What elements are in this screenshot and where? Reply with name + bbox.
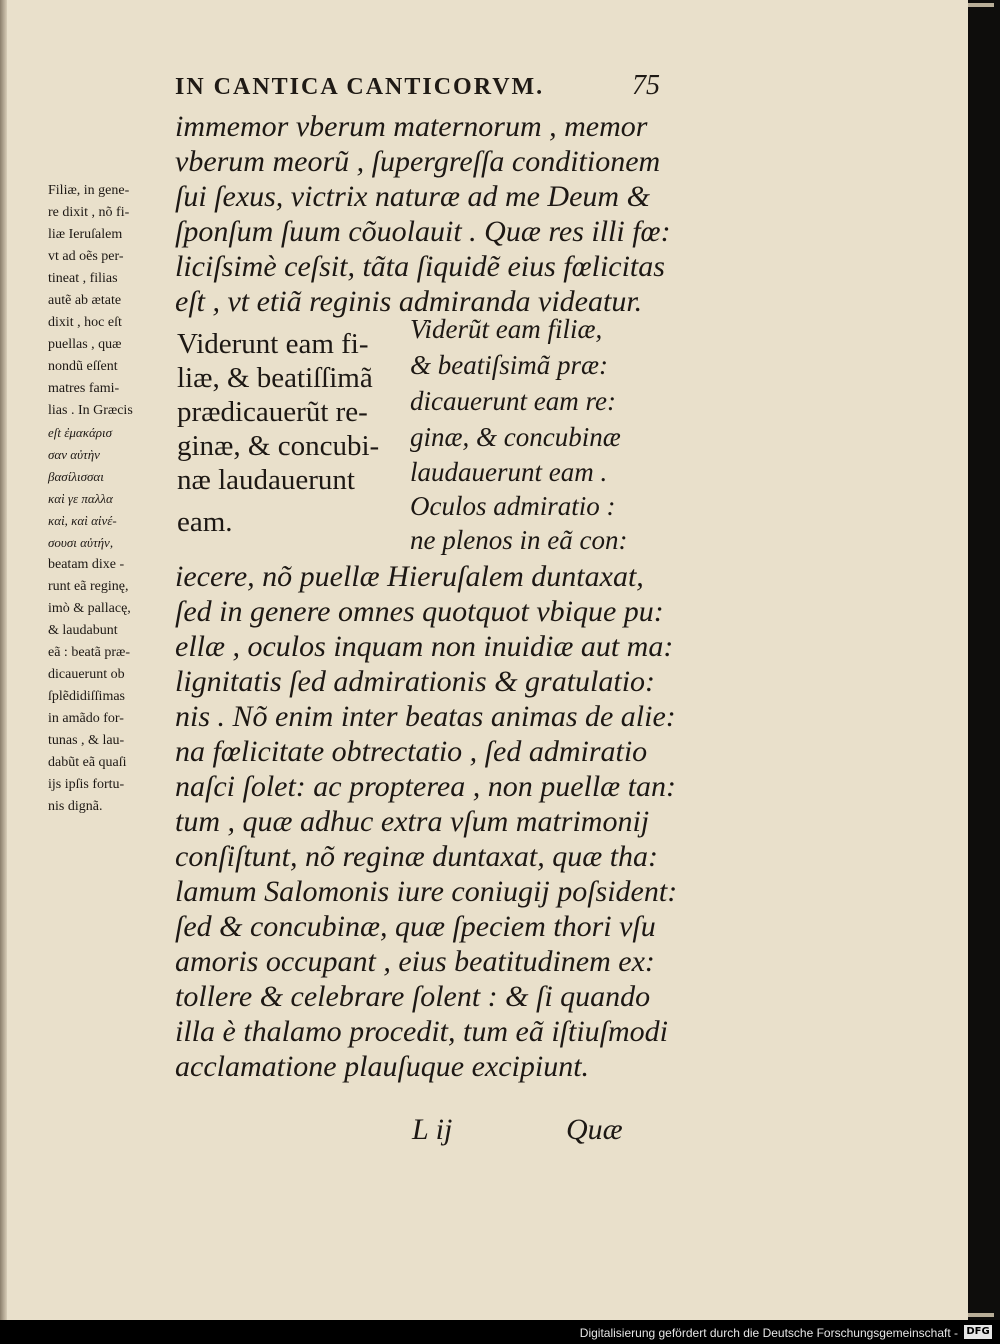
margin-line: in amãdo for- [48, 711, 124, 726]
margin-line: matres fami- [48, 381, 120, 396]
margin-line: ſplẽdidiſſimas [48, 689, 125, 704]
text-line: na fœlicitate obtrectatio , ſed admiratio [175, 735, 648, 768]
text-line: vberum meorũ , ſupergreſſa conditionem [175, 145, 661, 178]
margin-line: autẽ ab ætate [48, 293, 122, 308]
verse-line: næ laudauerunt [177, 464, 355, 496]
text-line: ſed & concubinæ, quæ ſpeciem thori vſu [175, 910, 656, 943]
margin-line: eã : beatã præ- [48, 645, 131, 660]
scripture-line: ne plenos in eã con: [410, 525, 628, 555]
margin-greek-line: καὶ, καὶ αἰνέ- [48, 513, 117, 528]
scripture-line: ginæ, & concubinæ [410, 422, 621, 452]
text-line: lamum Salomonis iure coniugij poſsident: [175, 875, 678, 908]
verse-line: Viderunt eam fi- [177, 328, 369, 360]
scan-right-border [968, 0, 1000, 1320]
text-line: eſt , vt etiã reginis admiranda videatur. [175, 285, 643, 318]
verse-line: ginæ, & concubi- [177, 430, 380, 462]
text-line: liciſsimè ceſsit, tãta ſiquidẽ eius fœlicitas [175, 250, 665, 283]
text-line: conſiſtunt, nõ reginæ duntaxat, quæ tha: [175, 840, 659, 873]
dfg-logo-icon: DFG [964, 1325, 992, 1339]
scripture-line: Oculos admiratio : [410, 491, 616, 521]
margin-line: lias . In Græcis [48, 403, 133, 418]
folio-number: 75 [632, 70, 660, 101]
scripture-line: laudauerunt eam . [410, 457, 608, 487]
margin-line: tunas , & lau- [48, 733, 125, 748]
margin-line: dixit , hoc eſt [48, 315, 122, 330]
text-line: amoris occupant , eius beatitudinem ex: [175, 945, 655, 978]
text-line: ſponſum ſuum cõuolauit . Quæ res illi fœ: [175, 215, 671, 248]
margin-line: puellas , quæ [48, 337, 122, 352]
margin-line: nondũ eſſent [48, 359, 118, 374]
text-line: lignitatis ſed admirationis & gratulatio: [175, 665, 656, 698]
margin-greek-line: καὶ γε παλλα [48, 491, 113, 506]
margin-line: dicauerunt ob [48, 667, 125, 682]
margin-line: imò & pallacę, [48, 601, 131, 616]
footer-bar [0, 1320, 1000, 1344]
footer-credit: Digitalisierung gefördert durch die Deutsche Forschungsgemeinschaft - [579, 1326, 958, 1340]
text-line: ſui ſexus, victrix naturæ ad me Deum & [175, 180, 650, 213]
margin-line: vt ad oẽs per- [48, 249, 124, 264]
verse-line: eam. [177, 506, 233, 538]
margin-line: nis dignã. [48, 799, 103, 814]
margin-line: tineat , filias [48, 271, 118, 286]
text-line: immemor vberum maternorum , memor [175, 110, 648, 143]
text-line: nis . Nõ enim inter beatas animas de alie: [175, 700, 676, 733]
margin-greek-line: σαν αὐτὴν [48, 447, 100, 462]
margin-line: liæ Ieruſalem [48, 227, 123, 242]
text-line: acclamatione plauſuque excipiunt. [175, 1050, 590, 1083]
text-line: tum , quæ adhuc extra vſum matrimonij [175, 805, 650, 838]
scripture-line: dicauerunt eam re: [410, 386, 616, 416]
margin-greek-line: βασίλισσαι [48, 469, 104, 484]
margin-line: re dixit , nõ fi- [48, 205, 130, 220]
margin-line: beatam dixe - [48, 557, 125, 572]
verse-line: prædicauerũt re- [177, 396, 368, 428]
page-edge-mark [968, 1313, 994, 1317]
text-line: ellæ , oculos inquam non inuidiæ aut ma: [175, 630, 674, 663]
running-head: IN CANTICA CANTICORVM. [175, 74, 545, 100]
page-gutter-edge [0, 0, 7, 1320]
text-line: illa è thalamo procedit, tum eã iſtiuſmodi [175, 1015, 669, 1048]
verse-line: liæ, & beatiſſimã [177, 362, 373, 394]
margin-line: runt eã reginę, [48, 579, 129, 594]
page-edge-mark [968, 3, 994, 7]
catchword: Quæ [566, 1113, 623, 1146]
text-line: iecere, nõ puellæ Hieruſalem duntaxat, [175, 560, 644, 593]
margin-greek-line: σουσι αὐτήν, [48, 535, 114, 550]
margin-line: ijs ipſis fortu- [48, 777, 125, 792]
text-line: ſed in genere omnes quotquot vbique pu: [175, 595, 664, 628]
scripture-line: & beatiſsimã præ: [410, 350, 609, 380]
signature-mark: L ij [412, 1113, 453, 1146]
text-line: tollere & celebrare ſolent : & ſi quando [175, 980, 651, 1013]
margin-greek-line: eſt ἐμακάρισ [48, 425, 113, 440]
margin-line: dabũt eã quaſi [48, 755, 127, 770]
text-line: naſci ſolet: ac propterea , non puellæ tan: [175, 770, 677, 803]
margin-line: Filiæ, in gene- [48, 183, 130, 198]
margin-line: & laudabunt [48, 623, 118, 638]
scripture-line: Viderũt eam filiæ, [410, 314, 603, 344]
